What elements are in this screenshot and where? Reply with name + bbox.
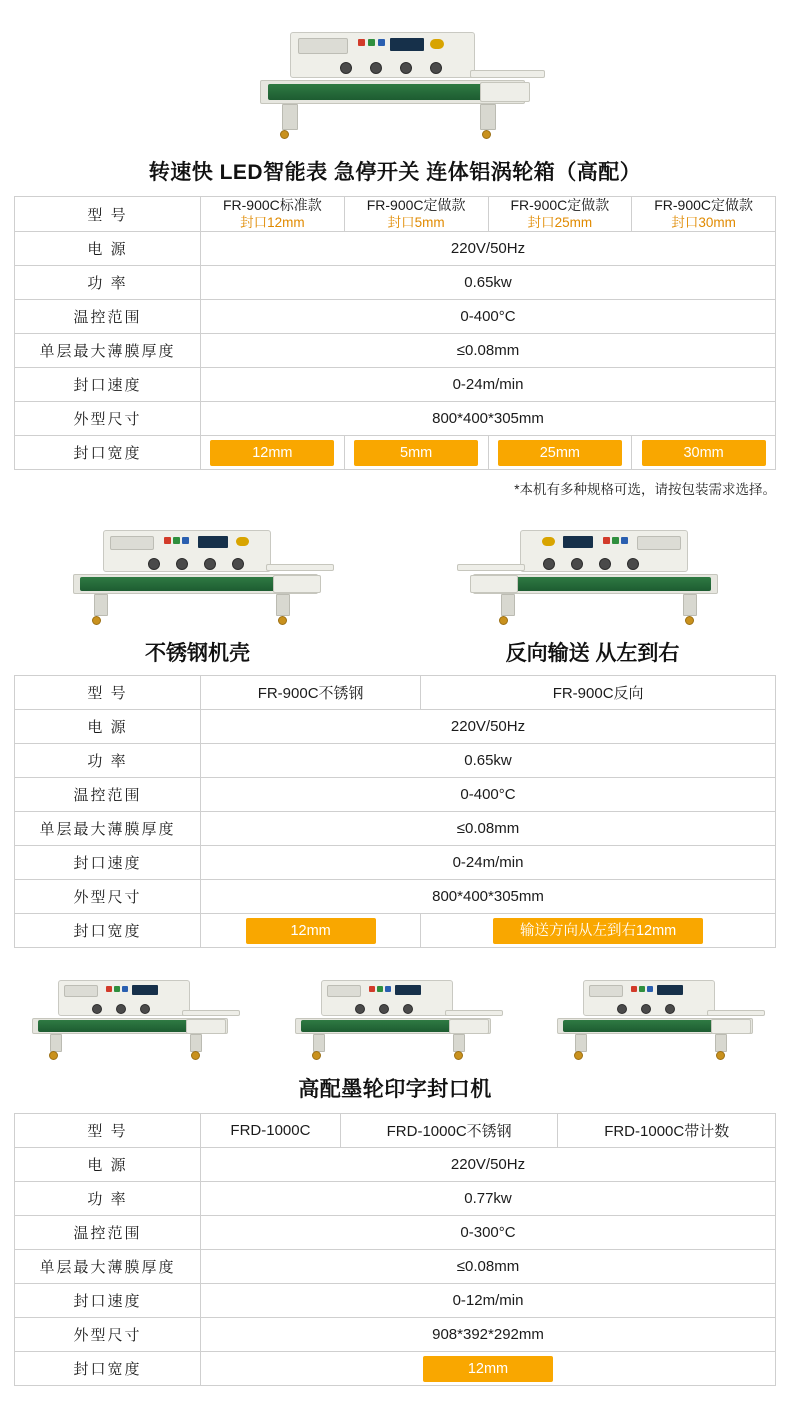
row-label-seal-speed: 封口速度 — [15, 846, 201, 880]
model-name: FR-900C定做款 — [510, 197, 610, 213]
table-row — [15, 334, 776, 368]
product-image-row-3 — [20, 966, 770, 1061]
row-label-dimensions: 外型尺寸 — [15, 880, 201, 914]
model-cell-1: FRD-1000C — [201, 1114, 341, 1148]
seal-width-cell-2 — [421, 914, 776, 948]
product-image-main — [0, 0, 790, 144]
value-power: 0.65kw — [201, 744, 776, 778]
table-row — [15, 880, 776, 914]
seal-width-cell-1 — [201, 914, 421, 948]
section-3-title: 高配墨轮印字封口机 — [298, 1078, 492, 1102]
section-2-titles — [0, 637, 790, 667]
table-row — [15, 676, 776, 710]
row-label-temp-range: 温控范围 — [15, 1216, 201, 1250]
model-cell-1: FR-900C不锈钢 — [201, 676, 421, 710]
table-row — [15, 1216, 776, 1250]
value-seal-speed: 0-24m/min — [201, 368, 776, 402]
row-label-temp-range: 温控范围 — [15, 300, 201, 334]
model-cell-2 — [344, 197, 488, 232]
value-film-thickness: ≤0.08mm — [201, 812, 776, 846]
seal-width-badge: 12mm — [423, 1356, 553, 1382]
row-label-power: 功 率 — [15, 1182, 201, 1216]
row-label-seal-width: 封口宽度 — [15, 436, 201, 470]
row-label-seal-width: 封口宽度 — [15, 1352, 201, 1386]
value-temp-range: 0-400°C — [201, 300, 776, 334]
table-row — [15, 1284, 776, 1318]
row-label-power: 功 率 — [15, 266, 201, 300]
value-power-supply: 220V/50Hz — [201, 232, 776, 266]
bottom-spacer — [0, 1386, 790, 1412]
row-label-seal-width: 封口宽度 — [15, 914, 201, 948]
table-row — [15, 1250, 776, 1284]
seal-width-cell-1 — [201, 1352, 776, 1386]
table-row — [15, 1114, 776, 1148]
table-row — [15, 300, 776, 334]
row-label-model: 型 号 — [15, 1114, 201, 1148]
row-label-power: 功 率 — [15, 744, 201, 778]
value-power: 0.77kw — [201, 1182, 776, 1216]
model-name: FR-900C定做款 — [654, 197, 754, 213]
row-label-power-supply: 电 源 — [15, 1148, 201, 1182]
value-dimensions: 800*400*305mm — [201, 402, 776, 436]
row-label-model: 型 号 — [15, 676, 201, 710]
table-row — [15, 778, 776, 812]
coder-sealer-illustration-3 — [545, 966, 770, 1061]
table-row — [15, 744, 776, 778]
value-dimensions: 800*400*305mm — [201, 880, 776, 914]
table-row — [15, 266, 776, 300]
model-sub: 封口12mm — [240, 214, 305, 230]
value-temp-range: 0-400°C — [201, 778, 776, 812]
section-1-note: *本机有多种规格可选，请按包装需求选择。 — [514, 482, 776, 498]
model-sub: 封口5mm — [387, 214, 445, 230]
section-1-title: 转速快 LED智能表 急停开关 连体铝涡轮箱（高配） — [148, 161, 642, 184]
row-label-dimensions: 外型尺寸 — [15, 1318, 201, 1352]
band-sealer-illustration — [230, 14, 560, 144]
table-row — [15, 846, 776, 880]
row-label-model: 型 号 — [15, 197, 201, 232]
table-row — [15, 914, 776, 948]
spec-table-1 — [14, 196, 776, 470]
product-image-row-2 — [0, 514, 790, 629]
model-cell-3: FRD-1000C带计数 — [558, 1114, 776, 1148]
model-cell-3 — [488, 197, 632, 232]
row-label-temp-range: 温控范围 — [15, 778, 201, 812]
value-power-supply: 220V/50Hz — [201, 710, 776, 744]
row-label-power-supply: 电 源 — [15, 710, 201, 744]
table-row — [15, 1352, 776, 1386]
row-label-film-thickness: 单层最大薄膜厚度 — [15, 1250, 201, 1284]
seal-width-badge: 12mm — [210, 440, 334, 466]
model-name: FR-900C定做款 — [366, 197, 466, 213]
table-row — [15, 1182, 776, 1216]
band-sealer-illustration-reverse — [443, 514, 743, 629]
model-sub: 封口30mm — [671, 214, 736, 230]
section-2-title-left: 不锈钢机壳 — [145, 642, 250, 666]
value-seal-speed: 0-24m/min — [201, 846, 776, 880]
seal-width-badge: 输送方向从左到右12mm — [493, 918, 703, 944]
table-row — [15, 812, 776, 846]
row-label-film-thickness: 单层最大薄膜厚度 — [15, 812, 201, 846]
section-2-title-right: 反向输送 从左到右 — [505, 642, 680, 666]
coder-sealer-illustration-1 — [20, 966, 245, 1061]
value-film-thickness: ≤0.08mm — [201, 1250, 776, 1284]
model-cell-2: FRD-1000C不锈钢 — [340, 1114, 558, 1148]
band-sealer-illustration-stainless — [48, 514, 348, 629]
seal-width-cell-2 — [344, 436, 488, 470]
seal-width-badge: 25mm — [498, 440, 622, 466]
value-film-thickness: ≤0.08mm — [201, 334, 776, 368]
value-power: 0.65kw — [201, 266, 776, 300]
seal-width-cell-4 — [632, 436, 776, 470]
model-cell-2: FR-900C反向 — [421, 676, 776, 710]
table-row — [15, 368, 776, 402]
spec-table-2 — [14, 675, 776, 948]
model-cell-1 — [201, 197, 345, 232]
value-temp-range: 0-300°C — [201, 1216, 776, 1250]
table-row — [15, 232, 776, 266]
value-dimensions: 908*392*292mm — [201, 1318, 776, 1352]
spec-table-3 — [14, 1113, 776, 1386]
seal-width-cell-1 — [201, 436, 345, 470]
row-label-seal-speed: 封口速度 — [15, 368, 201, 402]
table-row — [15, 402, 776, 436]
seal-width-badge: 5mm — [354, 440, 478, 466]
seal-width-badge: 30mm — [642, 440, 766, 466]
value-seal-speed: 0-12m/min — [201, 1284, 776, 1318]
seal-width-badge: 12mm — [246, 918, 376, 944]
model-cell-4 — [632, 197, 776, 232]
model-sub: 封口25mm — [527, 214, 593, 230]
row-label-dimensions: 外型尺寸 — [15, 402, 201, 436]
row-label-film-thickness: 单层最大薄膜厚度 — [15, 334, 201, 368]
table-row — [15, 1318, 776, 1352]
coder-sealer-illustration-2 — [283, 966, 508, 1061]
table-row — [15, 1148, 776, 1182]
value-power-supply: 220V/50Hz — [201, 1148, 776, 1182]
row-label-power-supply: 电 源 — [15, 232, 201, 266]
row-label-seal-speed: 封口速度 — [15, 1284, 201, 1318]
table-row — [15, 710, 776, 744]
table-row — [15, 197, 776, 232]
seal-width-cell-3 — [488, 436, 632, 470]
table-row — [15, 436, 776, 470]
model-name: FR-900C标准款 — [222, 197, 322, 213]
